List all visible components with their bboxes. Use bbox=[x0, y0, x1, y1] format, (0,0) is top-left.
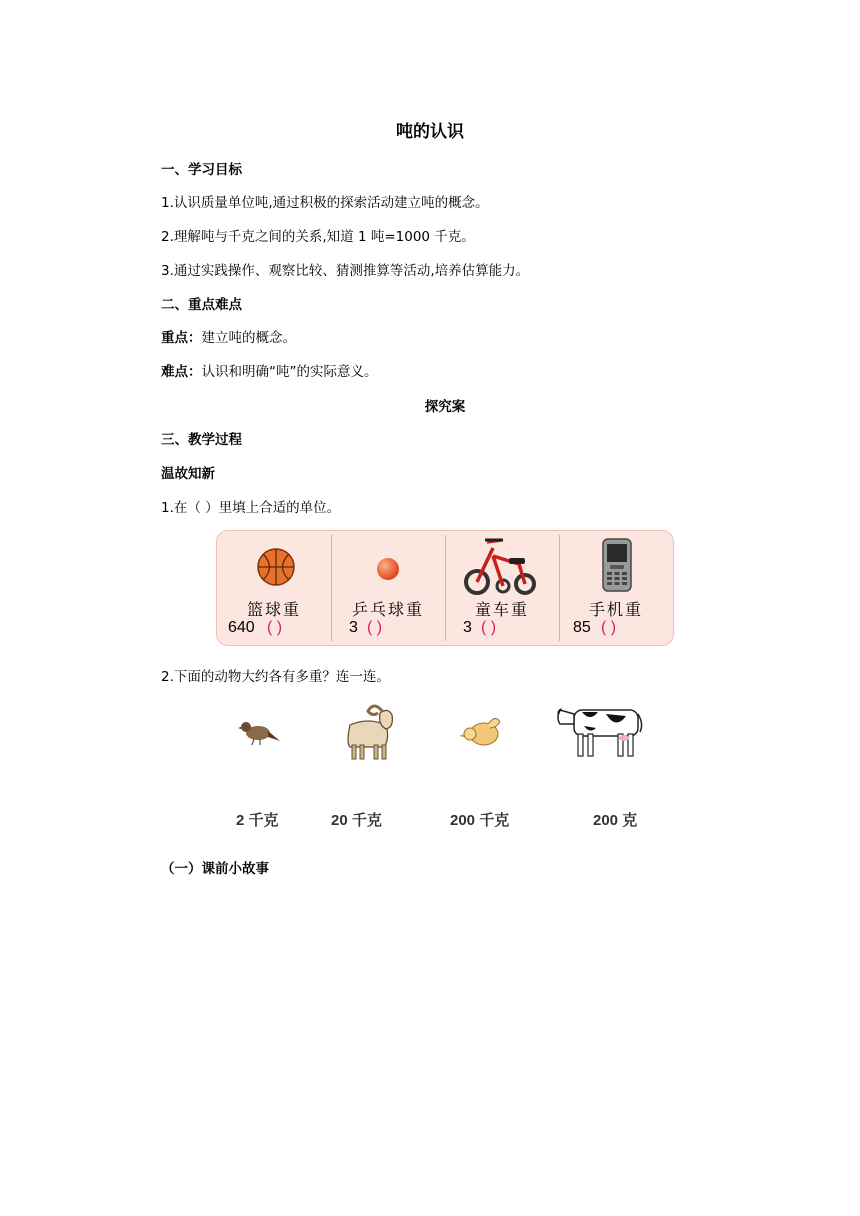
mobile-phone-icon bbox=[602, 538, 632, 592]
key-point-label: 重点： bbox=[161, 330, 202, 346]
weight-option: 20 千克 bbox=[331, 812, 382, 829]
tricycle-icon bbox=[463, 534, 539, 598]
section-heading-process: 三、教学过程 bbox=[161, 432, 242, 448]
section-heading-key-points: 二、重点难点 bbox=[161, 297, 242, 313]
item-value: 3 bbox=[463, 619, 472, 636]
chick-icon bbox=[458, 710, 504, 750]
answer-blank[interactable]: ( ) bbox=[481, 619, 497, 636]
weight-option: 2 千克 bbox=[236, 812, 279, 829]
weight-option: 200 克 bbox=[593, 812, 638, 829]
answer-blank[interactable]: ( ) bbox=[601, 619, 617, 636]
question-1: 1.在（ ）里填上合适的单位。 bbox=[161, 500, 341, 516]
weight-option: 200 千克 bbox=[450, 812, 510, 829]
item-label: 乒乓球重 bbox=[351, 600, 424, 619]
key-point-text: 建立吨的概念。 bbox=[201, 330, 296, 346]
case-title: 探究案 bbox=[424, 399, 466, 415]
item-label: 手机重 bbox=[588, 600, 643, 619]
subheading-review: 温故知新 bbox=[161, 466, 215, 482]
cow-icon bbox=[554, 700, 646, 758]
item-cell-basketball bbox=[217, 531, 331, 645]
goal-item-1: 1.认识质量单位吨,通过积极的探索活动建立吨的概念。 bbox=[161, 195, 489, 211]
difficulty-label: 难点： bbox=[161, 364, 202, 380]
section-heading-goals: 一、学习目标 bbox=[161, 162, 242, 178]
story-heading: （一）课前小故事 bbox=[161, 861, 269, 877]
item-value: 85 bbox=[573, 619, 591, 636]
question-2: 2.下面的动物大约各有多重？连一连。 bbox=[161, 669, 390, 685]
item-label: 篮球重 bbox=[246, 600, 301, 619]
item-cell-ping-pong bbox=[331, 531, 445, 645]
item-label: 童车重 bbox=[474, 600, 529, 619]
item-value: 3 bbox=[349, 619, 358, 636]
basketball-icon bbox=[256, 547, 296, 587]
item-cell-tricycle bbox=[445, 531, 559, 645]
goal-item-2: 2.理解吨与千克之间的关系,知道 1 吨=1000 千克。 bbox=[161, 229, 475, 245]
page-title: 吨的认识 bbox=[396, 122, 464, 142]
key-point-line bbox=[161, 326, 296, 346]
units-exercise-box bbox=[216, 530, 674, 646]
answer-blank[interactable]: ( ) bbox=[367, 619, 383, 636]
ping-pong-ball-icon bbox=[376, 557, 400, 581]
answer-blank[interactable]: ( ) bbox=[267, 619, 283, 636]
goat-icon bbox=[336, 703, 398, 761]
sparrow-icon bbox=[238, 715, 282, 749]
goal-item-3: 3.通过实践操作、观察比较、猜测推算等活动,培养估算能力。 bbox=[161, 263, 530, 279]
difficulty-line bbox=[161, 360, 378, 380]
item-cell-phone bbox=[559, 531, 673, 645]
item-value: 640 bbox=[228, 619, 255, 636]
difficulty-text: 认识和明确“吨”的实际意义。 bbox=[201, 364, 378, 380]
